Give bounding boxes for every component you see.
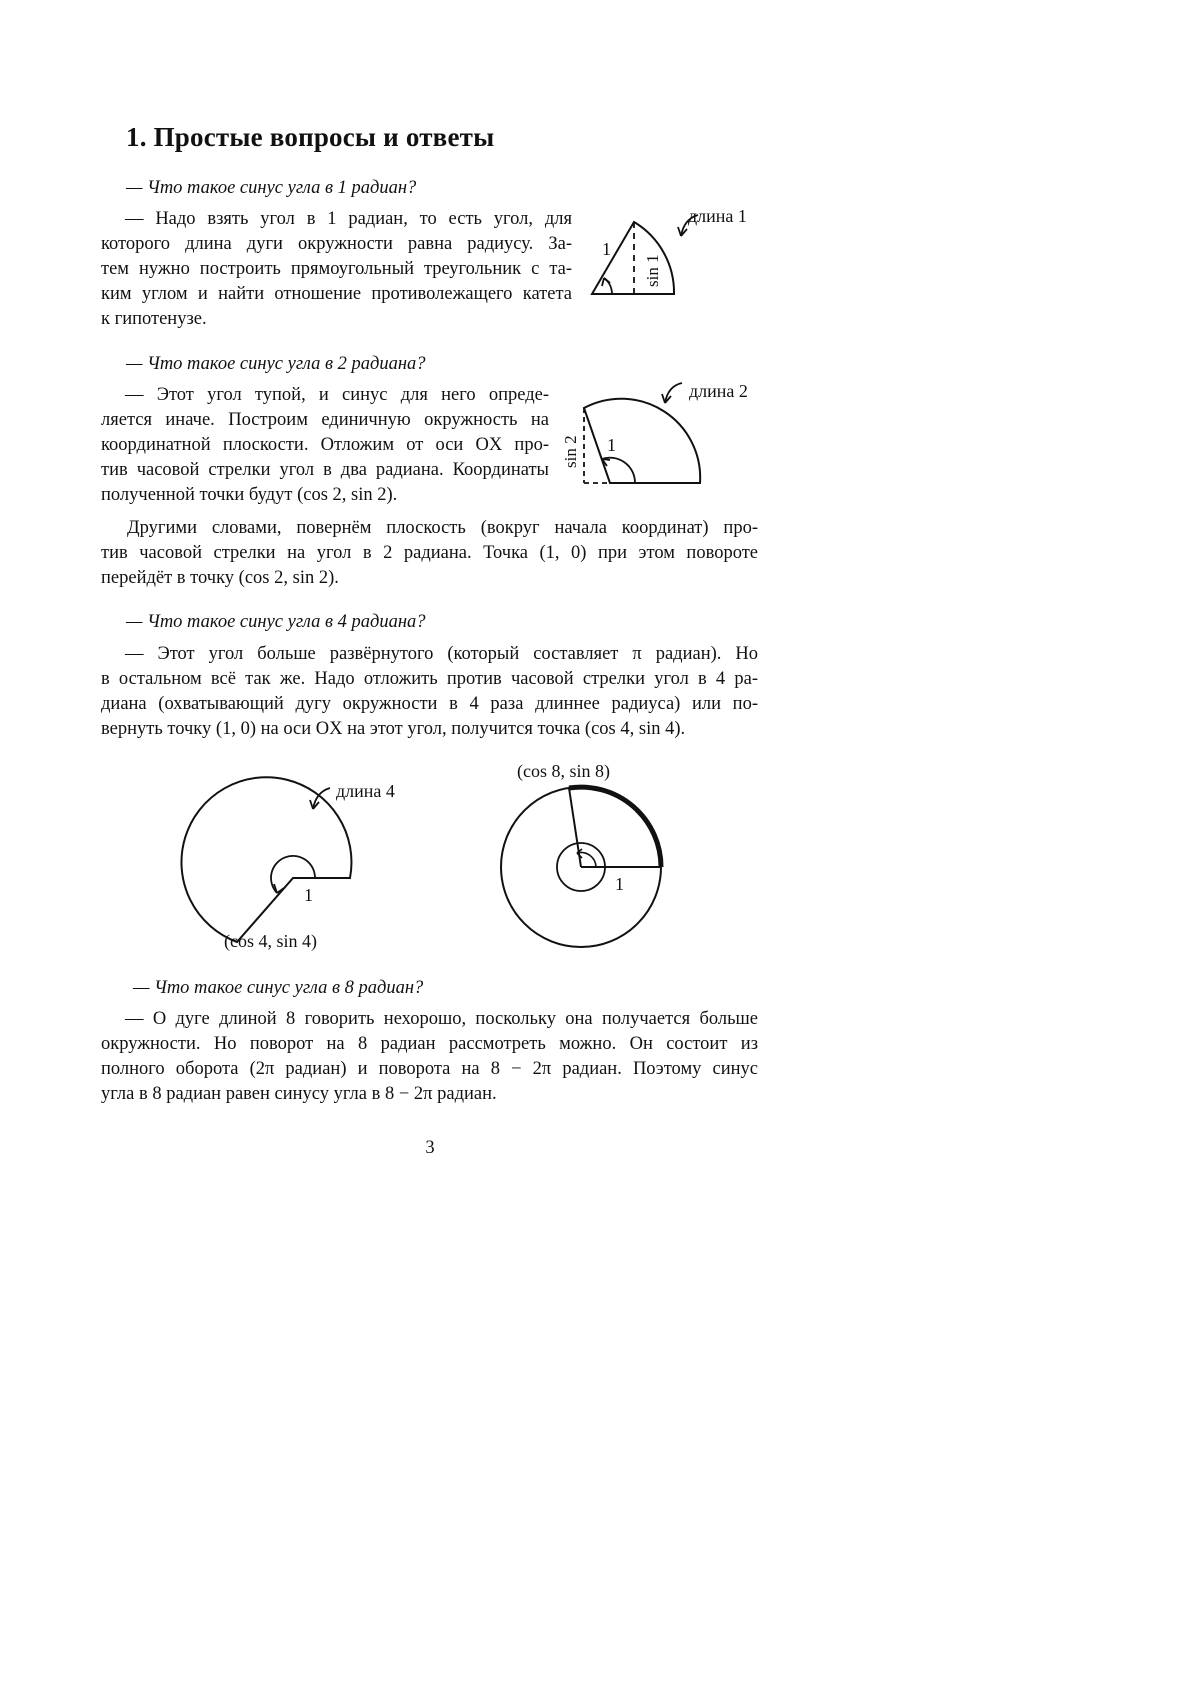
- answer-8-line: — О дуге длиной 8 говорить нехорошо, поскольку она получается больше: [125, 1009, 758, 1029]
- followup-2: [101, 516, 758, 591]
- answer-4-line: вернуть точку (1, 0) на оси OX на этот угол, получится точка (cos 4, sin 4).: [101, 719, 686, 739]
- answer-2-line: полученной точки будут (cos 2, sin 2).: [101, 485, 398, 505]
- figure-8-point-label: (cos 8, sin 8): [517, 761, 610, 781]
- figure-4-arc-label: длина 4: [336, 781, 395, 801]
- question-8: — Что такое синус угла в 8 радиан?: [133, 978, 424, 998]
- answer-8-line: полного оборота (2π радиан) и поворота на 8 − 2π радиан. Поэтому синус: [101, 1059, 758, 1079]
- answer-1-line: которого длина дуги окружности равна радиусу. За-: [101, 234, 572, 254]
- figure-2-arc-label: длина 2: [689, 381, 748, 401]
- section-heading: 1. Простые вопросы и ответы: [126, 122, 495, 152]
- answer-1: [101, 207, 572, 332]
- answer-4-line: в остальном всё так же. Надо отложить против часовой стрелки угол в 4 ра-: [101, 669, 758, 689]
- answer-1-line: ким углом и найти отношение противолежащего катета: [101, 284, 572, 304]
- answer-8-line: угла в 8 радиан равен синусу угла в 8 − 2π радиан.: [101, 1084, 497, 1104]
- figure-1-radius-label: 1: [602, 239, 611, 259]
- answer-8-line: окружности. Но поворот на 8 радиан рассмотреть можно. Он состоит из: [101, 1034, 758, 1054]
- followup-2-line: перейдёт в точку (cos 2, sin 2).: [101, 568, 339, 588]
- answer-2-line: тив часовой стрелки угол в два радиана. Координаты: [101, 460, 549, 480]
- question-1: — Что такое синус угла в 1 радиан?: [126, 178, 417, 198]
- answer-1-line: к гипотенузе.: [101, 309, 207, 329]
- answer-2-line: — Этот угол тупой, и синус для него опреде-: [125, 385, 549, 405]
- figure-1-sine-label: sin 1: [643, 254, 662, 287]
- figure-2-radius-label: 1: [607, 435, 616, 455]
- answer-1-line: — Надо взять угол в 1 радиан, то есть угол, для: [125, 209, 572, 229]
- figure-2-sine-label: sin 2: [561, 435, 580, 468]
- figure-4-radian-sector: [180, 775, 440, 960]
- figure-8-radian-circle: [490, 755, 690, 955]
- figure-4-radius-label: 1: [304, 885, 313, 905]
- figure-2-radian-sector: [555, 378, 770, 493]
- page-number: 3: [425, 1138, 435, 1158]
- answer-8: [101, 1007, 758, 1107]
- question-4: — Что такое синус угла в 4 радиана?: [126, 612, 426, 632]
- followup-2-line: Другими словами, повернём плоскость (вокруг начала координат) про-: [127, 518, 758, 538]
- figure-1-radian-sector: [580, 205, 770, 305]
- answer-4: [101, 642, 758, 742]
- answer-2-line: ляется иначе. Построим единичную окружность на: [101, 410, 549, 430]
- answer-2: [101, 383, 549, 508]
- followup-2-line: тив часовой стрелки на угол в 2 радиана. Точка (1, 0) при этом повороте: [101, 543, 758, 563]
- figure-1-arc-label: длина 1: [688, 206, 747, 226]
- answer-4-line: диана (охватывающий дугу окружности в 4 раза длиннее радиуса) или по-: [101, 694, 758, 714]
- figure-8-radius-label: 1: [615, 874, 624, 894]
- answer-1-line: тем нужно построить прямоугольный треугольник с та-: [101, 259, 572, 279]
- question-2: — Что такое синус угла в 2 радиана?: [126, 354, 426, 374]
- answer-2-line: координатной плоскости. Отложим от оси OX про-: [101, 435, 549, 455]
- answer-4-line: — Этот угол больше развёрнутого (который составляет π радиан). Но: [125, 644, 758, 664]
- figure-4-point-label: (cos 4, sin 4): [224, 931, 317, 951]
